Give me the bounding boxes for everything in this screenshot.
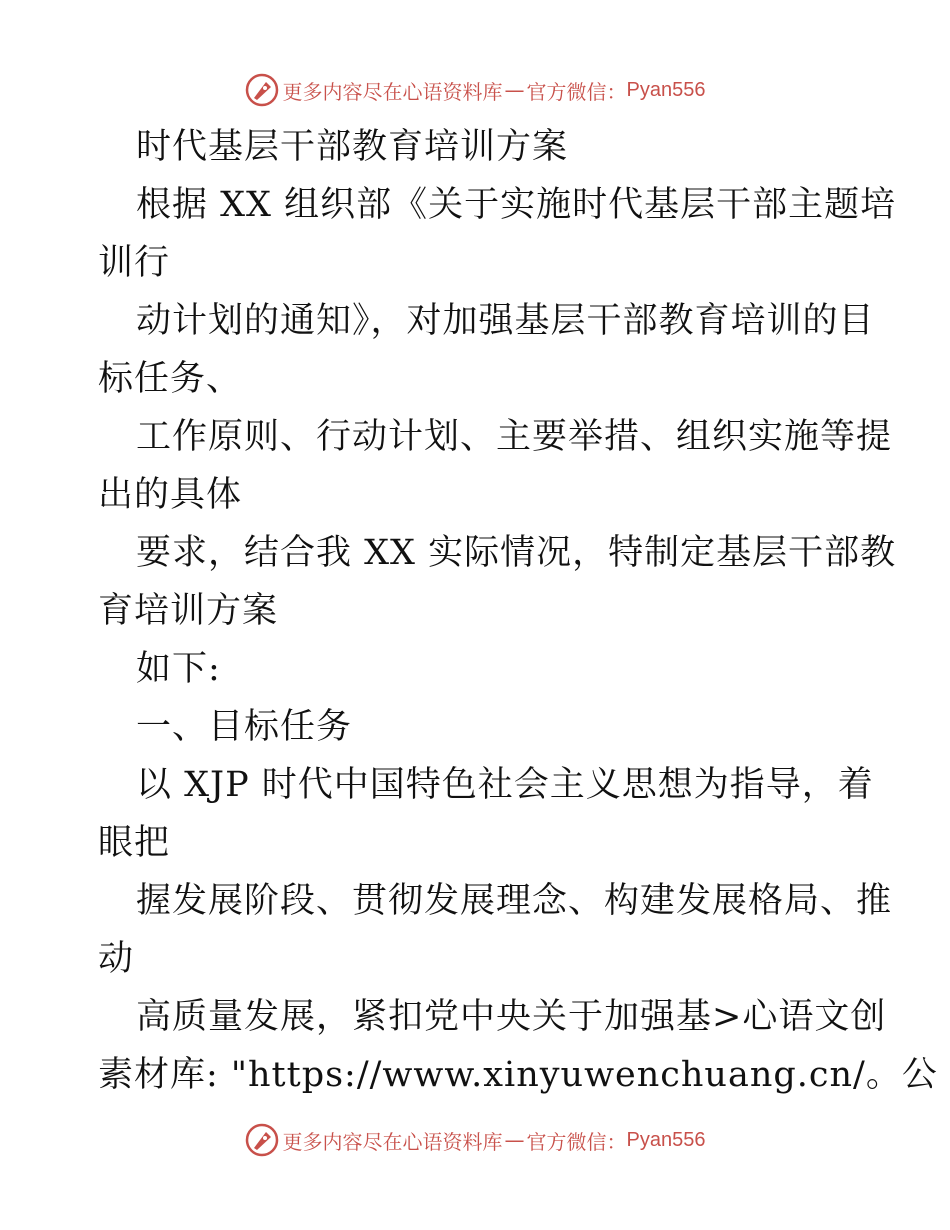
document-body [98, 118, 938, 1104]
banner-wechat-id: Pyan556 [626, 1128, 706, 1151]
paragraph-line: 以 XJP 时代中国特色社会主义思想为指导，着 [136, 765, 874, 805]
paragraph-line: 育培训方案 [98, 591, 279, 631]
pen-nib-logo-icon [245, 73, 279, 107]
banner-separator: — [504, 1128, 525, 1152]
document-title: 时代基层干部教育培训方案 [136, 127, 569, 167]
header-watermark-banner [0, 70, 950, 110]
paragraph-line: 动计划的通知》，对加强基层干部教育培训的目 [136, 301, 875, 341]
paragraph-line: 要求，结合我 XX 实际情况，特制定基层干部教 [136, 533, 897, 573]
paragraph-line: 眼把 [98, 823, 171, 863]
paragraph-line: 素材库: "https://www.xinyuwenchuang.cn/。公 [98, 1055, 938, 1095]
banner-wechat-id: Pyan556 [626, 78, 706, 101]
paragraph-line: 根据 XX 组织部《关于实施时代基层干部主题培 [136, 185, 897, 225]
paragraph-line: 标任务、 [98, 359, 243, 399]
paragraph-line: 如下: [136, 649, 221, 689]
paragraph-line: 工作原则、行动计划、主要举措、组织实施等提 [136, 417, 893, 457]
footer-watermark-banner [0, 1120, 950, 1160]
banner-site-text: 更多内容尽在心语资料库 [282, 1129, 503, 1154]
banner-wechat-label: 官方微信： [526, 1129, 627, 1154]
paragraph-line: 动 [98, 939, 135, 979]
pen-nib-logo-icon [245, 1123, 279, 1157]
section-heading: 一、目标任务 [136, 707, 353, 747]
banner-separator: — [504, 78, 525, 102]
paragraph-line: 训行 [98, 243, 171, 283]
paragraph-line: 高质量发展，紧扣党中央关于加强基>心语文创 [136, 997, 887, 1037]
banner-site-text: 更多内容尽在心语资料库 [282, 79, 503, 104]
paragraph-line: 出的具体 [98, 475, 243, 515]
paragraph-line: 握发展阶段、贯彻发展理念、构建发展格局、推 [136, 881, 893, 921]
banner-wechat-label: 官方微信： [526, 79, 627, 104]
